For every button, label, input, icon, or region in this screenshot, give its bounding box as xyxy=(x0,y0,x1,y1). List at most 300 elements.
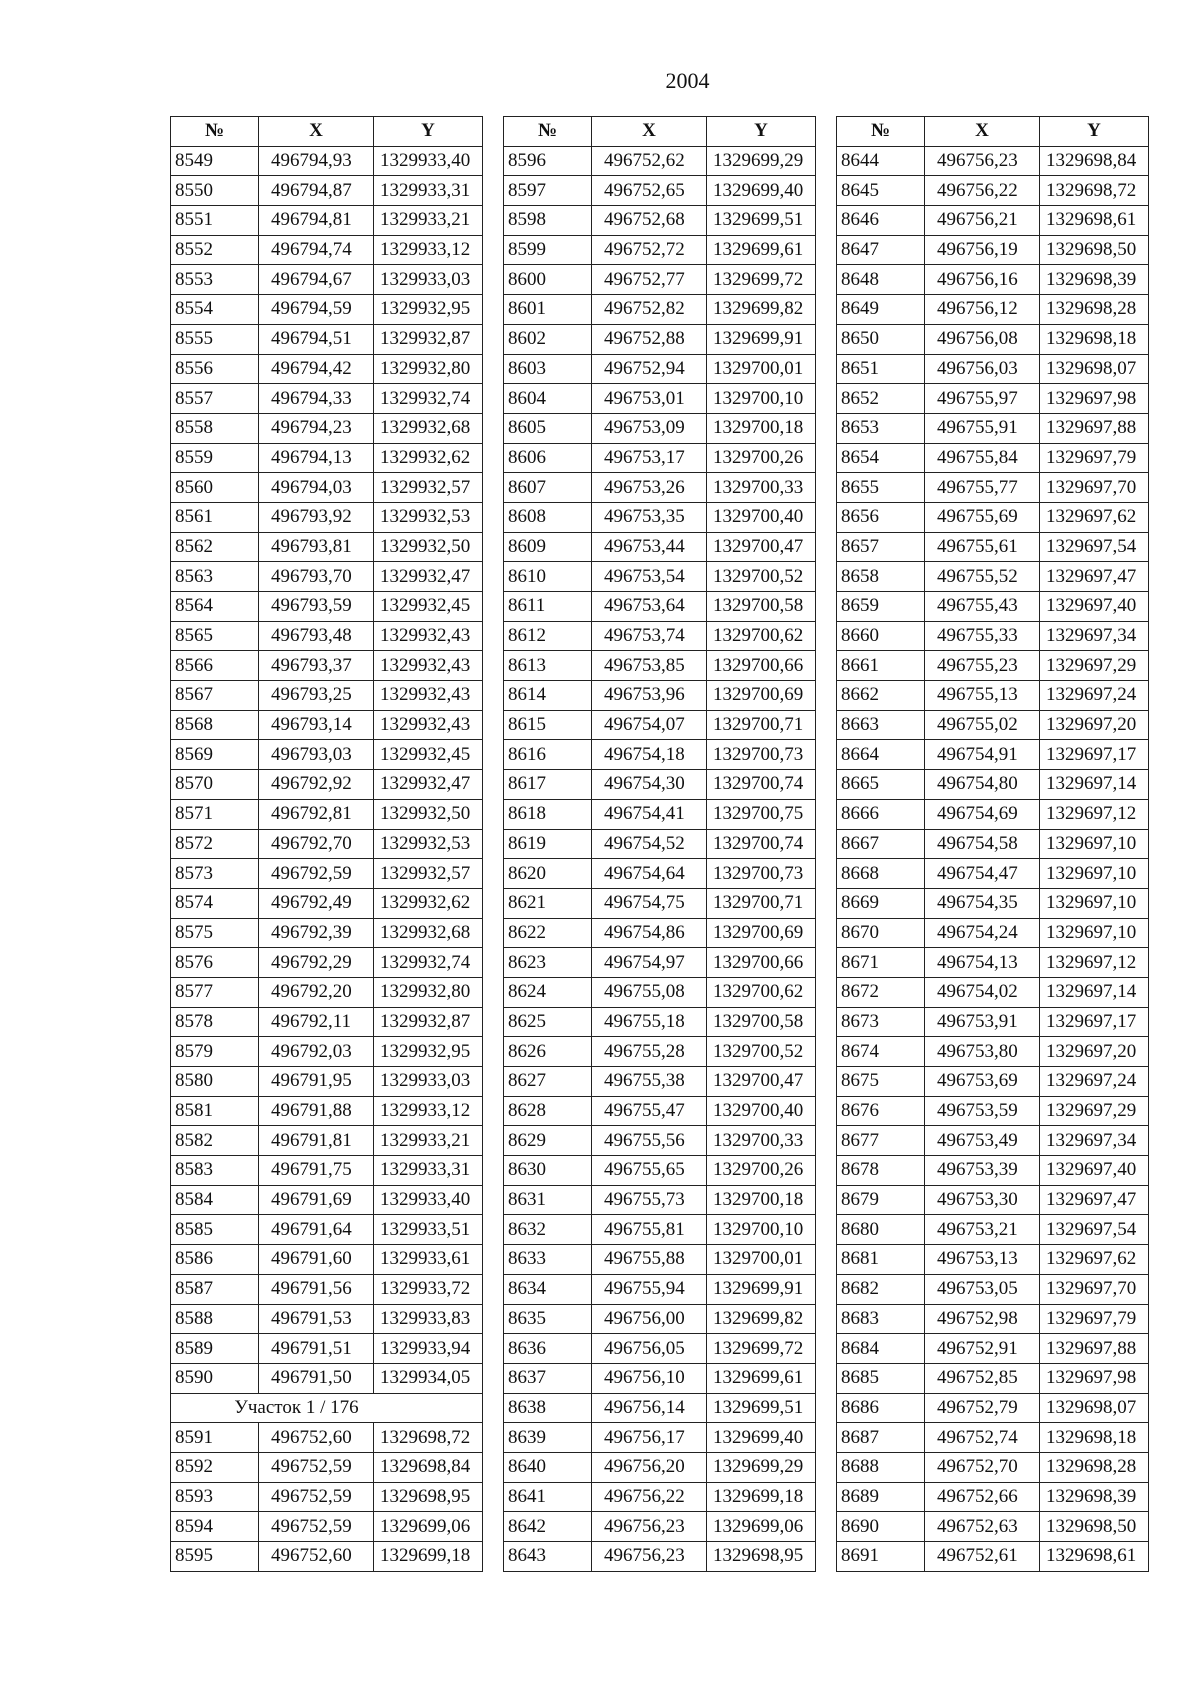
table-row xyxy=(504,651,816,681)
point-number-cell: 8639 xyxy=(504,1423,592,1453)
point-number-cell: 8669 xyxy=(837,888,925,918)
table-row xyxy=(504,265,816,295)
x-coordinate-cell: 496752,98 xyxy=(925,1304,1040,1334)
table-row xyxy=(504,473,816,503)
y-coordinate-cell: 1329697,98 xyxy=(1040,1363,1149,1393)
x-coordinate-cell: 496755,08 xyxy=(592,977,707,1007)
x-coordinate-cell: 496755,81 xyxy=(592,1215,707,1245)
y-coordinate-cell: 1329697,20 xyxy=(1040,710,1149,740)
point-number-cell: 8648 xyxy=(837,265,925,295)
y-coordinate-cell: 1329700,69 xyxy=(707,918,816,948)
table-row xyxy=(504,502,816,532)
x-coordinate-cell: 496754,91 xyxy=(925,740,1040,770)
x-coordinate-cell: 496753,74 xyxy=(592,621,707,651)
table-row xyxy=(837,176,1149,206)
point-number-cell: 8562 xyxy=(171,532,259,562)
table-row xyxy=(504,1393,816,1423)
point-number-cell: 8688 xyxy=(837,1452,925,1482)
y-coordinate-cell: 1329933,21 xyxy=(374,1126,483,1156)
table-row xyxy=(837,384,1149,414)
y-coordinate-cell: 1329699,72 xyxy=(707,265,816,295)
point-number-cell: 8601 xyxy=(504,295,592,325)
point-number-cell: 8642 xyxy=(504,1512,592,1542)
point-number-cell: 8632 xyxy=(504,1215,592,1245)
table-row xyxy=(837,1363,1149,1393)
y-coordinate-cell: 1329700,40 xyxy=(707,502,816,532)
point-number-cell: 8614 xyxy=(504,681,592,711)
point-number-cell: 8685 xyxy=(837,1363,925,1393)
x-coordinate-cell: 496754,47 xyxy=(925,859,1040,889)
point-number-cell: 8583 xyxy=(171,1156,259,1186)
header-x: X xyxy=(925,117,1040,147)
y-coordinate-cell: 1329699,51 xyxy=(707,1393,816,1423)
y-coordinate-cell: 1329699,61 xyxy=(707,235,816,265)
point-number-cell: 8572 xyxy=(171,829,259,859)
table-row xyxy=(837,1126,1149,1156)
x-coordinate-cell: 496752,77 xyxy=(592,265,707,295)
table-header-row xyxy=(837,117,1149,147)
y-coordinate-cell: 1329700,71 xyxy=(707,888,816,918)
x-coordinate-cell: 496753,91 xyxy=(925,1007,1040,1037)
table-row xyxy=(171,740,483,770)
coordinates-table-2 xyxy=(503,116,816,1572)
y-coordinate-cell: 1329697,12 xyxy=(1040,799,1149,829)
point-number-cell: 8613 xyxy=(504,651,592,681)
x-coordinate-cell: 496754,69 xyxy=(925,799,1040,829)
x-coordinate-cell: 496794,51 xyxy=(259,324,374,354)
y-coordinate-cell: 1329933,61 xyxy=(374,1245,483,1275)
x-coordinate-cell: 496755,73 xyxy=(592,1185,707,1215)
x-coordinate-cell: 496756,20 xyxy=(592,1452,707,1482)
x-coordinate-cell: 496791,69 xyxy=(259,1185,374,1215)
point-number-cell: 8567 xyxy=(171,681,259,711)
point-number-cell: 8568 xyxy=(171,710,259,740)
point-number-cell: 8561 xyxy=(171,502,259,532)
x-coordinate-cell: 496752,91 xyxy=(925,1334,1040,1364)
point-number-cell: 8641 xyxy=(504,1482,592,1512)
y-coordinate-cell: 1329932,74 xyxy=(374,948,483,978)
point-number-cell: 8679 xyxy=(837,1185,925,1215)
coordinates-table-3 xyxy=(836,116,1149,1572)
point-number-cell: 8553 xyxy=(171,265,259,295)
table-row xyxy=(504,235,816,265)
table-row xyxy=(837,829,1149,859)
x-coordinate-cell: 496753,17 xyxy=(592,443,707,473)
table-row xyxy=(504,1304,816,1334)
y-coordinate-cell: 1329932,45 xyxy=(374,592,483,622)
x-coordinate-cell: 496792,03 xyxy=(259,1037,374,1067)
x-coordinate-cell: 496794,81 xyxy=(259,206,374,236)
y-coordinate-cell: 1329697,29 xyxy=(1040,651,1149,681)
table-row xyxy=(837,1423,1149,1453)
x-coordinate-cell: 496755,61 xyxy=(925,532,1040,562)
table-row xyxy=(504,1452,816,1482)
y-coordinate-cell: 1329932,68 xyxy=(374,413,483,443)
table-row xyxy=(504,443,816,473)
table-row xyxy=(171,502,483,532)
table-row xyxy=(171,1007,483,1037)
table-row xyxy=(504,621,816,651)
point-number-cell: 8645 xyxy=(837,176,925,206)
y-coordinate-cell: 1329700,18 xyxy=(707,1185,816,1215)
table-row xyxy=(837,651,1149,681)
point-number-cell: 8550 xyxy=(171,176,259,206)
table-row xyxy=(837,1185,1149,1215)
point-number-cell: 8609 xyxy=(504,532,592,562)
table-row xyxy=(504,176,816,206)
table-row xyxy=(837,770,1149,800)
table-row xyxy=(504,770,816,800)
y-coordinate-cell: 1329697,17 xyxy=(1040,1007,1149,1037)
table-row xyxy=(171,592,483,622)
y-coordinate-cell: 1329698,18 xyxy=(1040,1423,1149,1453)
x-coordinate-cell: 496794,87 xyxy=(259,176,374,206)
y-coordinate-cell: 1329697,29 xyxy=(1040,1096,1149,1126)
y-coordinate-cell: 1329697,47 xyxy=(1040,1185,1149,1215)
point-number-cell: 8686 xyxy=(837,1393,925,1423)
table-row xyxy=(504,592,816,622)
y-coordinate-cell: 1329698,61 xyxy=(1040,206,1149,236)
point-number-cell: 8683 xyxy=(837,1304,925,1334)
y-coordinate-cell: 1329698,72 xyxy=(1040,176,1149,206)
table-row xyxy=(504,1334,816,1364)
x-coordinate-cell: 496752,59 xyxy=(259,1452,374,1482)
y-coordinate-cell: 1329699,51 xyxy=(707,206,816,236)
x-coordinate-cell: 496754,58 xyxy=(925,829,1040,859)
y-coordinate-cell: 1329933,40 xyxy=(374,146,483,176)
x-coordinate-cell: 496791,64 xyxy=(259,1215,374,1245)
x-coordinate-cell: 496793,37 xyxy=(259,651,374,681)
y-coordinate-cell: 1329933,31 xyxy=(374,1156,483,1186)
x-coordinate-cell: 496793,59 xyxy=(259,592,374,622)
y-coordinate-cell: 1329700,69 xyxy=(707,681,816,711)
x-coordinate-cell: 496791,56 xyxy=(259,1274,374,1304)
x-coordinate-cell: 496753,85 xyxy=(592,651,707,681)
y-coordinate-cell: 1329697,79 xyxy=(1040,443,1149,473)
y-coordinate-cell: 1329932,47 xyxy=(374,562,483,592)
table-row xyxy=(171,1452,483,1482)
y-coordinate-cell: 1329697,47 xyxy=(1040,562,1149,592)
x-coordinate-cell: 496756,03 xyxy=(925,354,1040,384)
y-coordinate-cell: 1329700,62 xyxy=(707,621,816,651)
table-row xyxy=(171,799,483,829)
y-coordinate-cell: 1329698,61 xyxy=(1040,1542,1149,1572)
point-number-cell: 8665 xyxy=(837,770,925,800)
x-coordinate-cell: 496794,33 xyxy=(259,384,374,414)
x-coordinate-cell: 496793,03 xyxy=(259,740,374,770)
x-coordinate-cell: 496794,42 xyxy=(259,354,374,384)
y-coordinate-cell: 1329933,51 xyxy=(374,1215,483,1245)
point-number-cell: 8599 xyxy=(504,235,592,265)
y-coordinate-cell: 1329698,95 xyxy=(707,1542,816,1572)
point-number-cell: 8647 xyxy=(837,235,925,265)
y-coordinate-cell: 1329700,10 xyxy=(707,384,816,414)
table-row xyxy=(837,562,1149,592)
y-coordinate-cell: 1329697,20 xyxy=(1040,1037,1149,1067)
table-row xyxy=(171,532,483,562)
table-row xyxy=(837,948,1149,978)
table-row xyxy=(504,1185,816,1215)
header-y: Y xyxy=(707,117,816,147)
point-number-cell: 8621 xyxy=(504,888,592,918)
point-number-cell: 8588 xyxy=(171,1304,259,1334)
x-coordinate-cell: 496752,60 xyxy=(259,1542,374,1572)
x-coordinate-cell: 496754,64 xyxy=(592,859,707,889)
x-coordinate-cell: 496754,13 xyxy=(925,948,1040,978)
point-number-cell: 8656 xyxy=(837,502,925,532)
x-coordinate-cell: 496755,69 xyxy=(925,502,1040,532)
y-coordinate-cell: 1329700,71 xyxy=(707,710,816,740)
x-coordinate-cell: 496792,70 xyxy=(259,829,374,859)
point-number-cell: 8559 xyxy=(171,443,259,473)
x-coordinate-cell: 496756,23 xyxy=(592,1512,707,1542)
table-row xyxy=(171,1245,483,1275)
y-coordinate-cell: 1329699,18 xyxy=(707,1482,816,1512)
point-number-cell: 8652 xyxy=(837,384,925,414)
table-row xyxy=(837,1304,1149,1334)
point-number-cell: 8691 xyxy=(837,1542,925,1572)
point-number-cell: 8615 xyxy=(504,710,592,740)
point-number-cell: 8611 xyxy=(504,592,592,622)
point-number-cell: 8681 xyxy=(837,1245,925,1275)
y-coordinate-cell: 1329933,21 xyxy=(374,206,483,236)
x-coordinate-cell: 496756,16 xyxy=(925,265,1040,295)
x-coordinate-cell: 496755,65 xyxy=(592,1156,707,1186)
table-row xyxy=(504,1067,816,1097)
y-coordinate-cell: 1329697,54 xyxy=(1040,1215,1149,1245)
y-coordinate-cell: 1329932,80 xyxy=(374,354,483,384)
table-row xyxy=(504,413,816,443)
x-coordinate-cell: 496752,61 xyxy=(925,1542,1040,1572)
point-number-cell: 8557 xyxy=(171,384,259,414)
y-coordinate-cell: 1329700,01 xyxy=(707,354,816,384)
y-coordinate-cell: 1329698,84 xyxy=(1040,146,1149,176)
y-coordinate-cell: 1329932,57 xyxy=(374,859,483,889)
x-coordinate-cell: 496791,88 xyxy=(259,1096,374,1126)
point-number-cell: 8634 xyxy=(504,1274,592,1304)
table-row xyxy=(837,710,1149,740)
x-coordinate-cell: 496793,25 xyxy=(259,681,374,711)
table-row xyxy=(504,829,816,859)
point-number-cell: 8653 xyxy=(837,413,925,443)
x-coordinate-cell: 496755,88 xyxy=(592,1245,707,1275)
y-coordinate-cell: 1329933,12 xyxy=(374,235,483,265)
y-coordinate-cell: 1329932,57 xyxy=(374,473,483,503)
point-number-cell: 8552 xyxy=(171,235,259,265)
y-coordinate-cell: 1329932,50 xyxy=(374,799,483,829)
x-coordinate-cell: 496791,50 xyxy=(259,1363,374,1393)
y-coordinate-cell: 1329933,03 xyxy=(374,1067,483,1097)
point-number-cell: 8604 xyxy=(504,384,592,414)
table-row xyxy=(171,1304,483,1334)
table-row xyxy=(837,443,1149,473)
x-coordinate-cell: 496792,81 xyxy=(259,799,374,829)
x-coordinate-cell: 496792,39 xyxy=(259,918,374,948)
table-row xyxy=(171,770,483,800)
x-coordinate-cell: 496794,93 xyxy=(259,146,374,176)
y-coordinate-cell: 1329700,40 xyxy=(707,1096,816,1126)
x-coordinate-cell: 496791,75 xyxy=(259,1156,374,1186)
point-number-cell: 8584 xyxy=(171,1185,259,1215)
table-row xyxy=(837,473,1149,503)
point-number-cell: 8630 xyxy=(504,1156,592,1186)
y-coordinate-cell: 1329697,40 xyxy=(1040,592,1149,622)
header-y: Y xyxy=(374,117,483,147)
table-row xyxy=(171,324,483,354)
point-number-cell: 8649 xyxy=(837,295,925,325)
y-coordinate-cell: 1329697,14 xyxy=(1040,770,1149,800)
point-number-cell: 8660 xyxy=(837,621,925,651)
x-coordinate-cell: 496754,52 xyxy=(592,829,707,859)
x-coordinate-cell: 496752,60 xyxy=(259,1423,374,1453)
x-coordinate-cell: 496755,91 xyxy=(925,413,1040,443)
y-coordinate-cell: 1329932,68 xyxy=(374,918,483,948)
table-row xyxy=(837,888,1149,918)
point-number-cell: 8674 xyxy=(837,1037,925,1067)
x-coordinate-cell: 496754,41 xyxy=(592,799,707,829)
y-coordinate-cell: 1329700,18 xyxy=(707,413,816,443)
x-coordinate-cell: 496755,38 xyxy=(592,1067,707,1097)
point-number-cell: 8638 xyxy=(504,1393,592,1423)
y-coordinate-cell: 1329697,88 xyxy=(1040,413,1149,443)
table-row xyxy=(171,265,483,295)
x-coordinate-cell: 496756,12 xyxy=(925,295,1040,325)
table-row xyxy=(837,1482,1149,1512)
x-coordinate-cell: 496792,49 xyxy=(259,888,374,918)
x-coordinate-cell: 496755,18 xyxy=(592,1007,707,1037)
table-row xyxy=(171,1423,483,1453)
table-row xyxy=(171,1334,483,1364)
y-coordinate-cell: 1329933,94 xyxy=(374,1334,483,1364)
table-row xyxy=(171,413,483,443)
point-number-cell: 8689 xyxy=(837,1482,925,1512)
table-row xyxy=(837,413,1149,443)
table-row xyxy=(837,502,1149,532)
point-number-cell: 8651 xyxy=(837,354,925,384)
x-coordinate-cell: 496753,35 xyxy=(592,502,707,532)
x-coordinate-cell: 496754,97 xyxy=(592,948,707,978)
x-coordinate-cell: 496753,39 xyxy=(925,1156,1040,1186)
y-coordinate-cell: 1329700,52 xyxy=(707,1037,816,1067)
x-coordinate-cell: 496753,44 xyxy=(592,532,707,562)
x-coordinate-cell: 496791,81 xyxy=(259,1126,374,1156)
table-row xyxy=(504,1007,816,1037)
x-coordinate-cell: 496753,64 xyxy=(592,592,707,622)
point-number-cell: 8602 xyxy=(504,324,592,354)
x-coordinate-cell: 496756,10 xyxy=(592,1363,707,1393)
x-coordinate-cell: 496756,14 xyxy=(592,1393,707,1423)
x-coordinate-cell: 496756,08 xyxy=(925,324,1040,354)
point-number-cell: 8582 xyxy=(171,1126,259,1156)
y-coordinate-cell: 1329700,74 xyxy=(707,829,816,859)
x-coordinate-cell: 496754,30 xyxy=(592,770,707,800)
table-row xyxy=(837,1037,1149,1067)
y-coordinate-cell: 1329697,10 xyxy=(1040,859,1149,889)
y-coordinate-cell: 1329697,40 xyxy=(1040,1156,1149,1186)
y-coordinate-cell: 1329932,47 xyxy=(374,770,483,800)
y-coordinate-cell: 1329932,53 xyxy=(374,502,483,532)
x-coordinate-cell: 496752,85 xyxy=(925,1363,1040,1393)
x-coordinate-cell: 496755,13 xyxy=(925,681,1040,711)
table-row xyxy=(837,918,1149,948)
x-coordinate-cell: 496752,59 xyxy=(259,1482,374,1512)
point-number-cell: 8555 xyxy=(171,324,259,354)
point-number-cell: 8680 xyxy=(837,1215,925,1245)
y-coordinate-cell: 1329697,12 xyxy=(1040,948,1149,978)
table-row xyxy=(837,1542,1149,1572)
point-number-cell: 8560 xyxy=(171,473,259,503)
table-row xyxy=(504,562,816,592)
x-coordinate-cell: 496752,72 xyxy=(592,235,707,265)
point-number-cell: 8667 xyxy=(837,829,925,859)
x-coordinate-cell: 496793,48 xyxy=(259,621,374,651)
table-row xyxy=(504,146,816,176)
x-coordinate-cell: 496752,62 xyxy=(592,146,707,176)
y-coordinate-cell: 1329932,53 xyxy=(374,829,483,859)
y-coordinate-cell: 1329933,12 xyxy=(374,1096,483,1126)
table-row xyxy=(837,859,1149,889)
y-coordinate-cell: 1329699,82 xyxy=(707,295,816,325)
y-coordinate-cell: 1329933,83 xyxy=(374,1304,483,1334)
table-row xyxy=(837,206,1149,236)
y-coordinate-cell: 1329697,62 xyxy=(1040,502,1149,532)
point-number-cell: 8554 xyxy=(171,295,259,325)
y-coordinate-cell: 1329697,17 xyxy=(1040,740,1149,770)
table-row xyxy=(837,740,1149,770)
y-coordinate-cell: 1329932,43 xyxy=(374,710,483,740)
x-coordinate-cell: 496753,09 xyxy=(592,413,707,443)
table-row xyxy=(504,1156,816,1186)
table-row xyxy=(837,1215,1149,1245)
x-coordinate-cell: 496755,77 xyxy=(925,473,1040,503)
point-number-cell: 8551 xyxy=(171,206,259,236)
point-number-cell: 8569 xyxy=(171,740,259,770)
point-number-cell: 8570 xyxy=(171,770,259,800)
point-number-cell: 8676 xyxy=(837,1096,925,1126)
y-coordinate-cell: 1329933,03 xyxy=(374,265,483,295)
x-coordinate-cell: 496756,21 xyxy=(925,206,1040,236)
table-row xyxy=(837,1393,1149,1423)
table-row xyxy=(504,799,816,829)
table-row xyxy=(171,146,483,176)
y-coordinate-cell: 1329698,28 xyxy=(1040,295,1149,325)
header-x: X xyxy=(259,117,374,147)
table-row xyxy=(504,295,816,325)
x-coordinate-cell: 496794,67 xyxy=(259,265,374,295)
x-coordinate-cell: 496756,17 xyxy=(592,1423,707,1453)
y-coordinate-cell: 1329700,47 xyxy=(707,532,816,562)
x-coordinate-cell: 496792,59 xyxy=(259,859,374,889)
y-coordinate-cell: 1329700,26 xyxy=(707,443,816,473)
table-row xyxy=(504,1245,816,1275)
table-row xyxy=(171,1482,483,1512)
y-coordinate-cell: 1329700,74 xyxy=(707,770,816,800)
y-coordinate-cell: 1329697,79 xyxy=(1040,1304,1149,1334)
y-coordinate-cell: 1329699,29 xyxy=(707,1452,816,1482)
table-row xyxy=(171,1512,483,1542)
table-row xyxy=(504,324,816,354)
point-number-cell: 8664 xyxy=(837,740,925,770)
point-number-cell: 8596 xyxy=(504,146,592,176)
y-coordinate-cell: 1329699,72 xyxy=(707,1334,816,1364)
y-coordinate-cell: 1329932,62 xyxy=(374,443,483,473)
table-row xyxy=(171,1067,483,1097)
table-row xyxy=(837,532,1149,562)
table-row xyxy=(837,592,1149,622)
table-row xyxy=(504,1037,816,1067)
table-row xyxy=(837,681,1149,711)
x-coordinate-cell: 496752,70 xyxy=(925,1452,1040,1482)
